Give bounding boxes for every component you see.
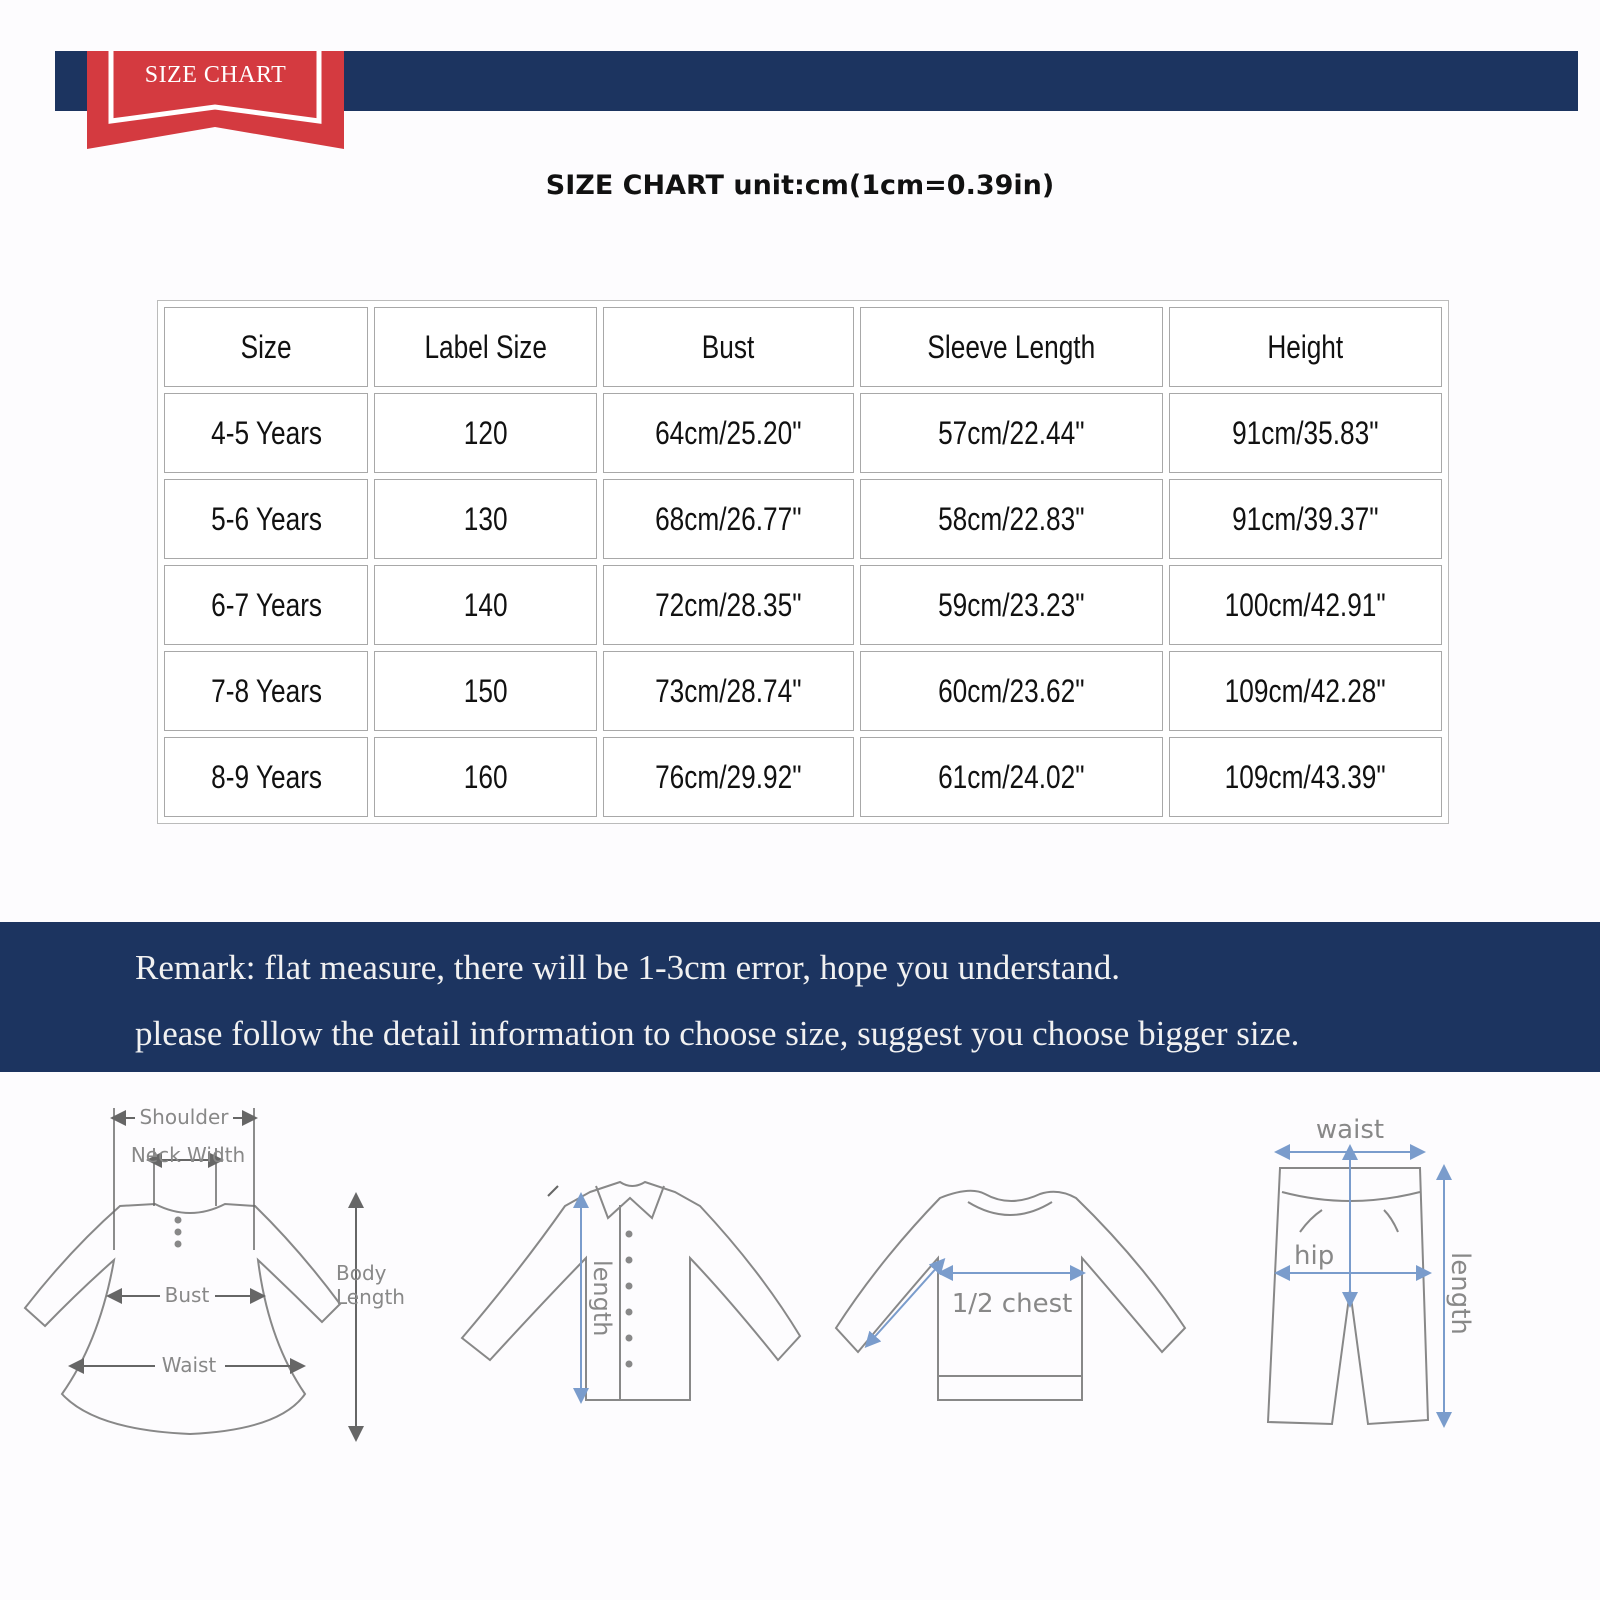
body-length-label-2: Length [336,1285,405,1309]
header-cell: Size [164,307,368,387]
table-cell: 64cm/25.20" [603,393,854,473]
table-cell: 140 [374,565,596,645]
pants-length-label: length [1445,1252,1475,1335]
table-cell: 58cm/22.83" [860,479,1163,559]
table-cell: 68cm/26.77" [603,479,854,559]
header-cell: Bust [603,307,854,387]
shirt-diagram [462,1182,800,1400]
header-cell: Sleeve Length [860,307,1163,387]
table-cell: 91cm/35.83" [1169,393,1442,473]
table-cell: 4-5 Years [164,393,368,473]
table-cell: 72cm/28.35" [603,565,854,645]
neck-width-label: Neck Width [130,1143,246,1167]
bust-label: Bust [164,1283,210,1307]
table-header-row [164,307,1442,387]
measurement-diagrams [0,1090,1600,1450]
table-cell: 120 [374,393,596,473]
shoulder-label: Shoulder [139,1105,229,1129]
header-cell: Height [1169,307,1442,387]
half-chest-label: 1/2 chest [951,1289,1073,1319]
pants-diagram [1268,1152,1444,1424]
table-cell: 61cm/24.02" [860,737,1163,817]
table-cell: 76cm/29.92" [603,737,854,817]
remark-line-1: Remark: flat measure, there will be 1-3cm error, hope you understand. [135,948,1121,987]
table-cell: 130 [374,479,596,559]
body-length-label-1: Body [336,1261,387,1285]
remark-band [0,922,1600,1072]
table-cell: 7-8 Years [164,651,368,731]
header-cell: Label Size [374,307,596,387]
table-cell: 160 [374,737,596,817]
hip-label: hip [1294,1241,1335,1271]
table-cell: 91cm/39.37" [1169,479,1442,559]
table-row [164,479,1442,559]
table-cell: 8-9 Years [164,737,368,817]
table-row [164,565,1442,645]
table-cell: 6-7 Years [164,565,368,645]
table-cell: 73cm/28.74" [603,651,854,731]
table-row [164,651,1442,731]
table-cell: 57cm/22.44" [860,393,1163,473]
table-cell: 109cm/42.28" [1169,651,1442,731]
table-cell: 60cm/23.62" [860,651,1163,731]
table-cell: 5-6 Years [164,479,368,559]
remark-line-2: please follow the detail information to choose size, suggest you choose bigger size. [135,1014,1300,1053]
table-cell: 150 [374,651,596,731]
shirt-length-label: length [588,1260,616,1337]
table-cell: 109cm/43.39" [1169,737,1442,817]
table-cell: 100cm/42.91" [1169,565,1442,645]
ribbon-label: SIZE CHART [144,62,287,88]
table-row [164,737,1442,817]
pants-waist-label: waist [1315,1115,1385,1145]
table-cell: 59cm/23.23" [860,565,1163,645]
size-table [157,300,1449,824]
waist-label: Waist [161,1353,217,1377]
table-row [164,393,1442,473]
chart-title: SIZE CHART unit:cm(1cm=0.39in) [545,170,1055,201]
